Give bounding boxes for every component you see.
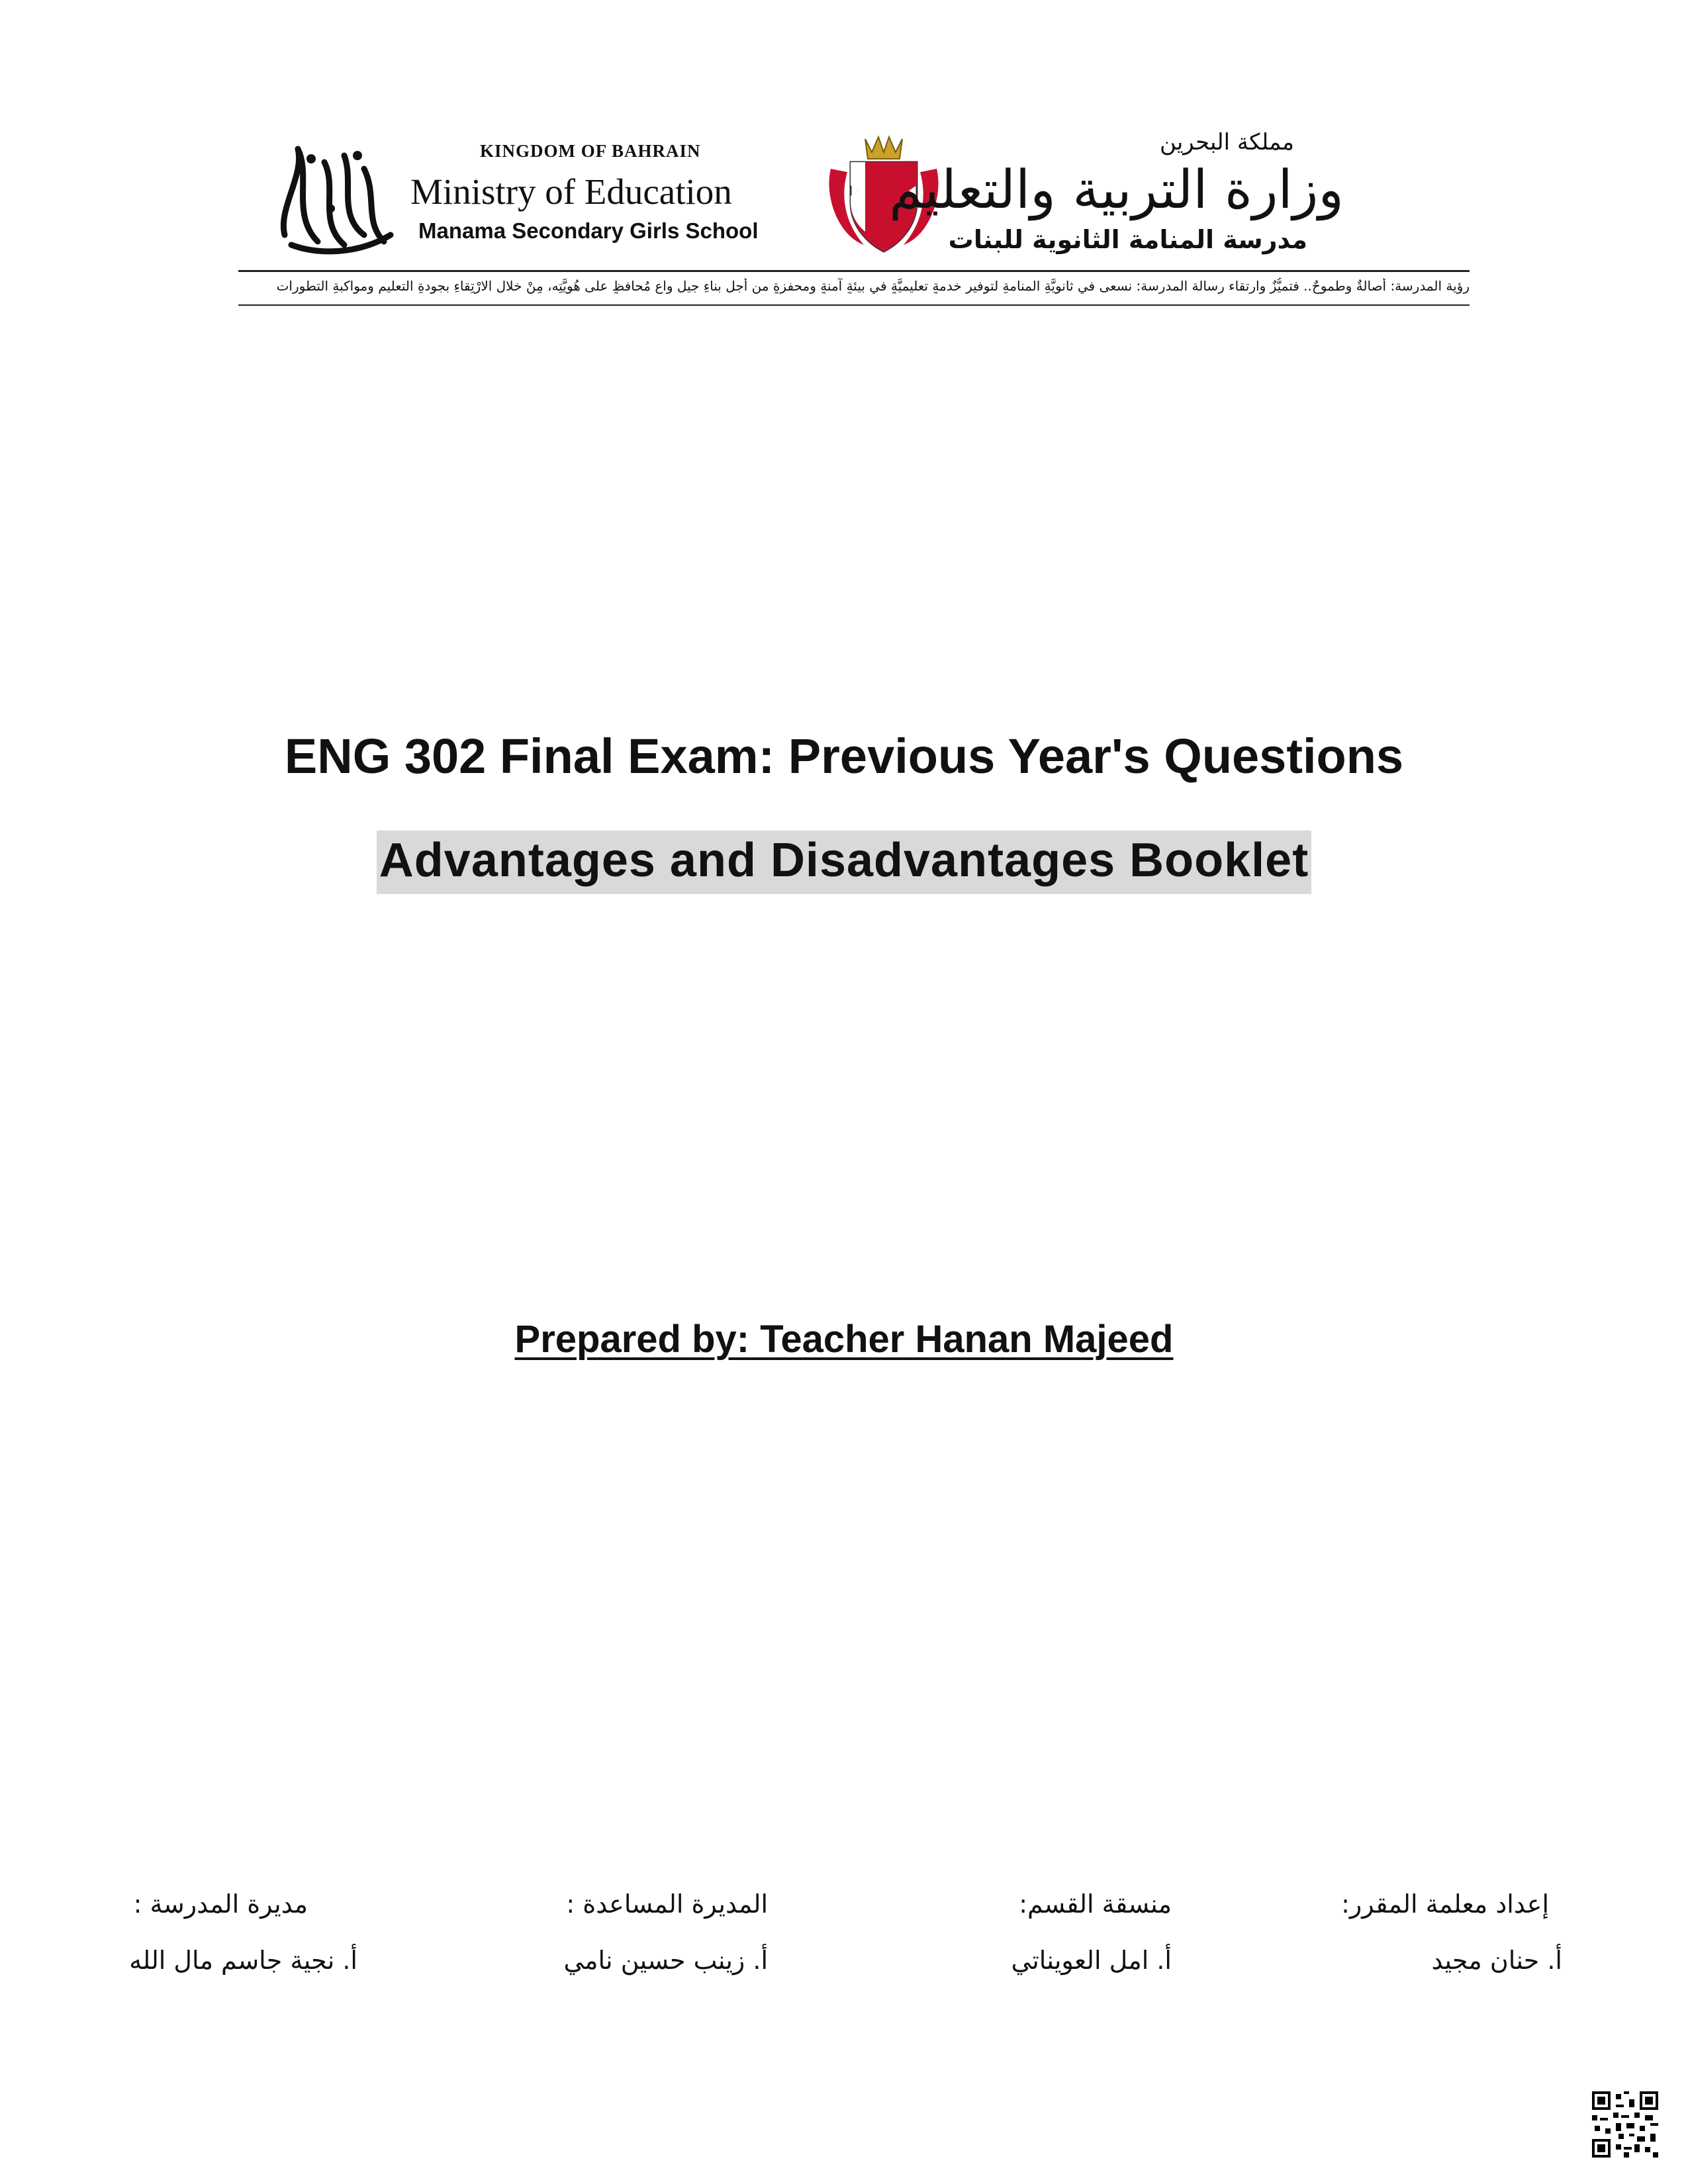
- kingdom-name-en: KINGDOM OF BAHRAIN: [480, 141, 701, 161]
- signature-name: أ. حنان مجيد: [1431, 1946, 1562, 1975]
- signature-role: إعداد معلمة المقرر:: [1341, 1889, 1549, 1919]
- qr-code-icon: [1592, 2091, 1658, 2158]
- ministry-name-en: Ministry of Education: [410, 171, 732, 212]
- school-calligraphy-logo: [265, 136, 397, 261]
- signature-name: أ. امل العويناتي: [1011, 1946, 1172, 1975]
- signature-role: منسقة القسم:: [1019, 1889, 1172, 1919]
- signature-role: المديرة المساعدة :: [566, 1889, 768, 1919]
- header-divider-bottom: [238, 304, 1470, 306]
- school-vision-mission: رؤية المدرسة: أصالةٌ وطموحٌ.. فتميُّزٌ وارتقاء رسالة المدرسة: نسعى في ثانويَّةِ المنامةِ لتوفيرِ خدمةٍ تعليميَّةٍ في بيئةٍ آمنةٍ ومحفزةٍ من أجلِ بناءِ جيلٍ واعٍ مُحافظٍ على هُويَّتِه، مِنْ خلالِ الارْتِقاءِ بجودةِ التعليمِ ومواكبةِ التطورات: [276, 278, 1470, 294]
- ministry-name-ar: وزارة التربية والتعليم: [889, 159, 1344, 220]
- signature-name: أ. زينب حسين نامي: [563, 1946, 768, 1975]
- school-name-en: Manama Secondary Girls School: [418, 218, 759, 243]
- document-subtitle: Advantages and Disadvantages Booklet: [377, 831, 1311, 894]
- document-title: ENG 302 Final Exam: Previous Year's Questions: [284, 729, 1404, 784]
- signature-name: أ. نجية جاسم مال الله: [129, 1946, 357, 1975]
- prepared-by: Prepared by: Teacher Hanan Majeed: [514, 1318, 1174, 1361]
- signature-role: مديرة المدرسة :: [133, 1889, 308, 1919]
- kingdom-name-ar: مملكة البحرين: [1159, 129, 1294, 156]
- school-name-ar: مدرسة المنامة الثانوية للبنات: [948, 225, 1307, 254]
- header-divider-top: [238, 270, 1470, 272]
- subtitle-container: [0, 831, 1688, 894]
